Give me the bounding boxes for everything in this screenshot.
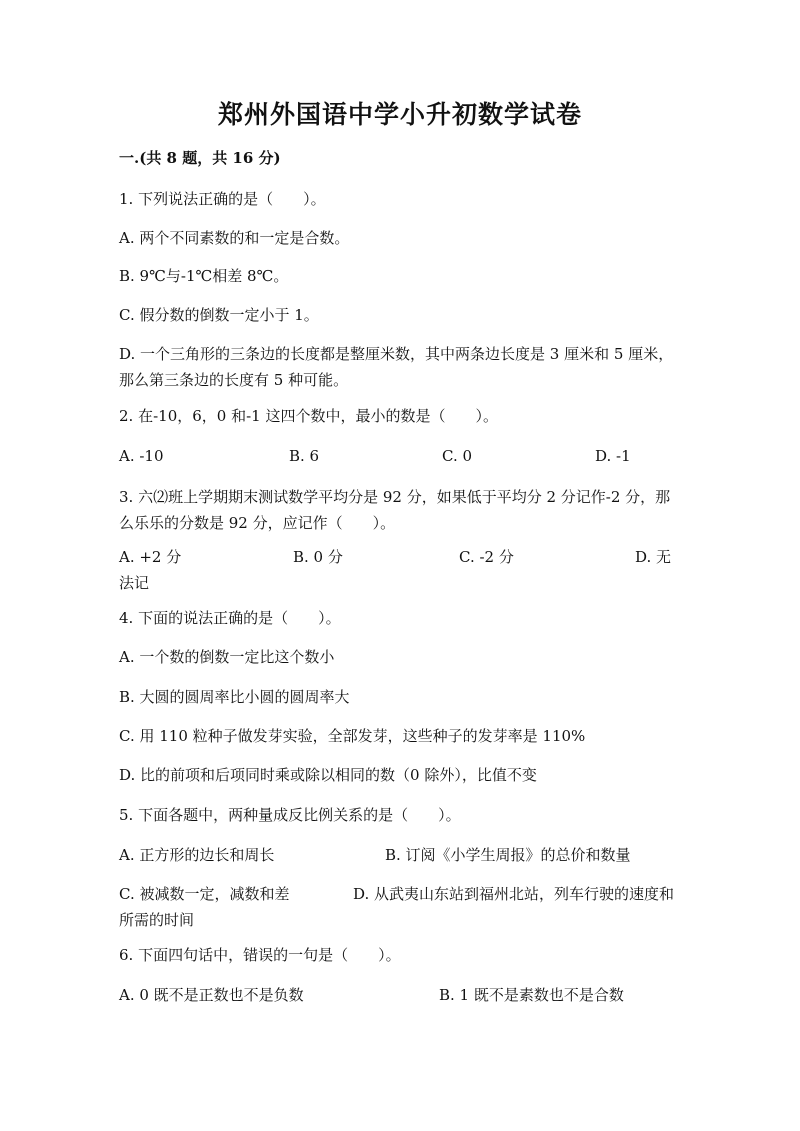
question-5-option-d: D. 从武夷山东站到福州北站，列车行驶的速度和所需的时间 — [119, 885, 675, 929]
question-1-stem: 1. 下列说法正确的是（ ）。 — [119, 190, 326, 208]
question-2-stem: 2. 在-10，6，0 和-1 这四个数中，最小的数是（ ）。 — [119, 407, 498, 425]
question-3-option-c: C. -2 分 — [459, 548, 514, 566]
question-1-option-c: C. 假分数的倒数一定小于 1。 — [119, 306, 319, 324]
question-1-option-b: B. 9℃与-1℃相差 8℃。 — [119, 267, 289, 285]
question-5-option-a: A. 正方形的边长和周长 — [119, 846, 275, 864]
question-1-option-d: D. 一个三角形的三条边的长度都是整厘米数，其中两条边长度是 3 厘米和 5 厘米，那么第三条边的长度有 5 种可能。 — [119, 345, 674, 389]
question-2-option-c: C. 0 — [442, 447, 473, 465]
question-4-option-b: B. 大圆的圆周率比小圆的圆周率大 — [119, 688, 350, 706]
question-4-option-a: A. 一个数的倒数一定比这个数小 — [119, 648, 335, 666]
question-4-stem: 4. 下面的说法正确的是（ ）。 — [119, 609, 341, 627]
question-5-option-c: C. 被减数一定，减数和差 — [119, 885, 290, 903]
question-3-option-b: B. 0 分 — [293, 548, 343, 566]
question-4-option-c: C. 用 110 粒种子做发芽实验，全部发芽，这些种子的发芽率是 110% — [119, 727, 586, 745]
question-2-option-d: D. -1 — [595, 447, 631, 465]
section-heading: 一.(共 8 题，共 16 分) — [119, 149, 281, 167]
question-5-option-b: B. 订阅《小学生周报》的总价和数量 — [385, 846, 631, 864]
question-4-option-d: D. 比的前项和后项同时乘或除以相同的数（0 除外），比值不变 — [119, 766, 537, 784]
question-3-option-a: A. +2 分 — [119, 548, 182, 566]
question-6-option-a: A. 0 既不是正数也不是负数 — [119, 986, 304, 1004]
question-3-option-d: D. 无法记 — [119, 548, 672, 592]
question-1-option-a: A. 两个不同素数的和一定是合数。 — [119, 229, 350, 247]
question-2-option-b: B. 6 — [289, 447, 320, 465]
exam-title: 郑州外国语中学小升初数学试卷 — [217, 100, 582, 129]
question-6-stem: 6. 下面四句话中，错误的一句是（ ）。 — [119, 946, 401, 964]
question-5-stem: 5. 下面各题中，两种量成反比例关系的是（ ）。 — [119, 806, 461, 824]
question-6-option-b: B. 1 既不是素数也不是合数 — [439, 986, 624, 1004]
question-2-option-a: A. -10 — [119, 447, 164, 465]
question-3-stem: 3. 六⑵班上学期期末测试数学平均分是 92 分，如果低于平均分 2 分记作-2 分，那么乐乐的分数是 92 分，应记作（ ）。 — [119, 488, 671, 532]
